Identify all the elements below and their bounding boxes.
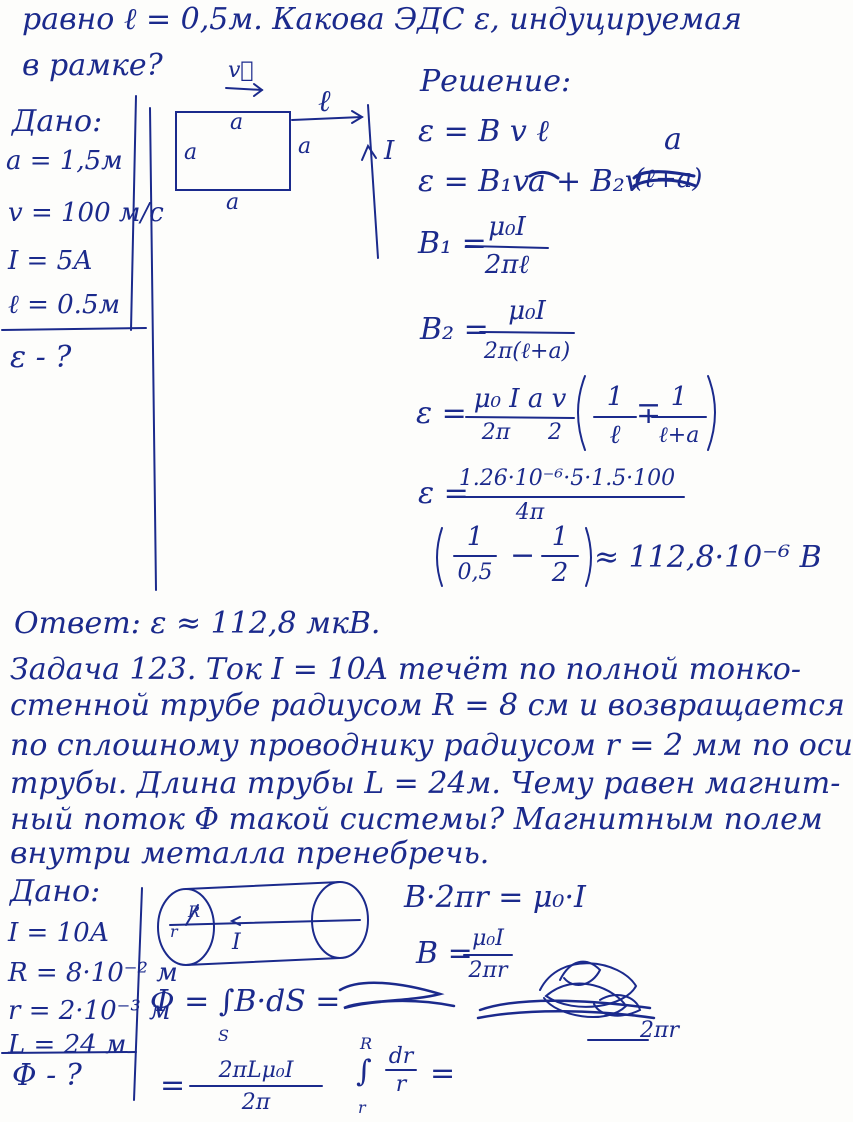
scribbled-denominator: 2πr [640,1018,679,1043]
given-item: I = 10А [8,918,110,948]
cylinder-left-end [158,889,214,965]
given-heading: Дано: [12,104,103,139]
fraction-denominator: ℓ [609,420,621,450]
radius-label: R [188,902,201,921]
operator: = [430,1056,456,1091]
current-wire [368,105,378,258]
fraction-denominator: 2πℓ [484,250,530,280]
integral-sign: ∫ [356,1054,372,1089]
task-text-line: трубы. Длина трубы L = 24м. Чему равен магнит- [10,766,841,801]
answer-text: Ответ: ε ≈ 112,8 мкВ. [14,606,381,641]
result: ≈ 112,8·10⁻⁶ В [594,540,822,575]
fraction-numerator: 2πLμ₀I [218,1058,294,1083]
small-radius-label: r [170,922,178,941]
struck-term: a [528,164,546,199]
fraction-numerator: 1.26·10⁻⁶·5·1.5·100 [458,466,676,491]
equation: B·2πr = μ₀·I [404,880,586,915]
frame-side-label: a [298,134,312,159]
flux-equation: Φ = ∫B·dS = [150,984,341,1019]
task-text-line: стенной трубе радиусом R = 8 см и возвращается [10,688,845,723]
given-heading: Дано: [10,874,101,909]
integral-subscript: S [218,1026,229,1045]
equation: ε = B v ℓ [418,114,549,149]
equation-lhs: B = [416,936,473,971]
fraction-numerator: 1 [606,382,624,412]
fraction-numerator: 1 [670,382,688,412]
given-item: r = 2·10⁻³ м [8,996,171,1026]
fraction-denominator: ℓ+a [658,423,700,448]
frame-side-label: a [184,140,198,165]
frame-side-label: a [226,190,240,215]
equation: ε = B₁v [418,164,530,199]
equation-lhs: B₁ = [418,226,487,261]
velocity-arrow [226,88,262,90]
task-text-line: Задача 123. Ток I = 10А течёт по полной тонко- [10,652,801,687]
integral-lower-limit: r [358,1098,366,1117]
problem-text-line-1: равно ℓ = 0,5м. Какова ЭДС ε, индуцируемая [22,2,742,37]
fraction-denominator: 2π(ℓ+a) [483,339,571,364]
fraction-numerator: μ₀I [472,926,504,951]
velocity-label: v⃗ [228,58,254,83]
fraction-denominator: 2π [481,420,511,445]
task-text-line: по сплошному проводнику радиусом r = 2 мм по оси [10,728,853,763]
struck-term: (ℓ+a) [634,164,703,194]
fraction-denominator: 2πr [468,958,508,983]
equation-lhs: ε = [418,476,469,511]
fraction-denominator: 2 [551,558,569,588]
operator: ∓ [636,396,662,431]
solution-heading: Решение: [420,64,572,99]
equation-lhs: ε = [416,396,467,431]
fraction-numerator: μ₀ I a v [473,384,567,414]
given-item: v = 100 м/с [8,198,164,228]
current-label: I [384,136,395,166]
left-vertical-line [150,108,156,590]
fraction-numerator: μ₀I [488,212,526,242]
fraction-numerator: 1 [466,522,484,552]
find-label: Φ - ? [12,1058,82,1093]
equation-lhs: B₂ = [420,312,489,347]
given-divider-horizontal [2,328,146,330]
given-item: ℓ = 0.5м [8,290,121,320]
given-item: L = 24 м [8,1030,127,1060]
given-item: I = 5А [8,246,93,276]
fraction-numerator: 1 [551,522,569,552]
operator: − [510,538,536,573]
fraction-denominator: 0,5 [457,560,493,585]
problem-text-line-2: в рамке? [22,48,163,83]
given-item: R = 8·10⁻² м [8,958,178,988]
fraction-denominator: r [395,1072,407,1097]
task-text-line: ный поток Φ такой системы? Магнитным полем [10,802,823,837]
replacement-term: a [664,122,682,157]
frame-side-label: a [230,110,244,135]
given-item: a = 1,5м [6,146,123,176]
fraction-denominator: 4π [515,500,545,525]
current-label: I [232,930,241,955]
find-label: ε - ? [10,340,72,375]
fraction-denominator: 2π [241,1090,271,1115]
equation: + B₂v [556,164,642,199]
distance-label: ℓ [318,84,331,119]
fraction-denominator: 2 [548,420,562,445]
operator: = [160,1068,186,1103]
fraction-numerator: μ₀I [508,296,546,326]
fraction-numerator: dr [388,1044,414,1069]
task-text-line: внутри металла пренебречь. [10,836,490,871]
integral-upper-limit: R [360,1034,373,1053]
